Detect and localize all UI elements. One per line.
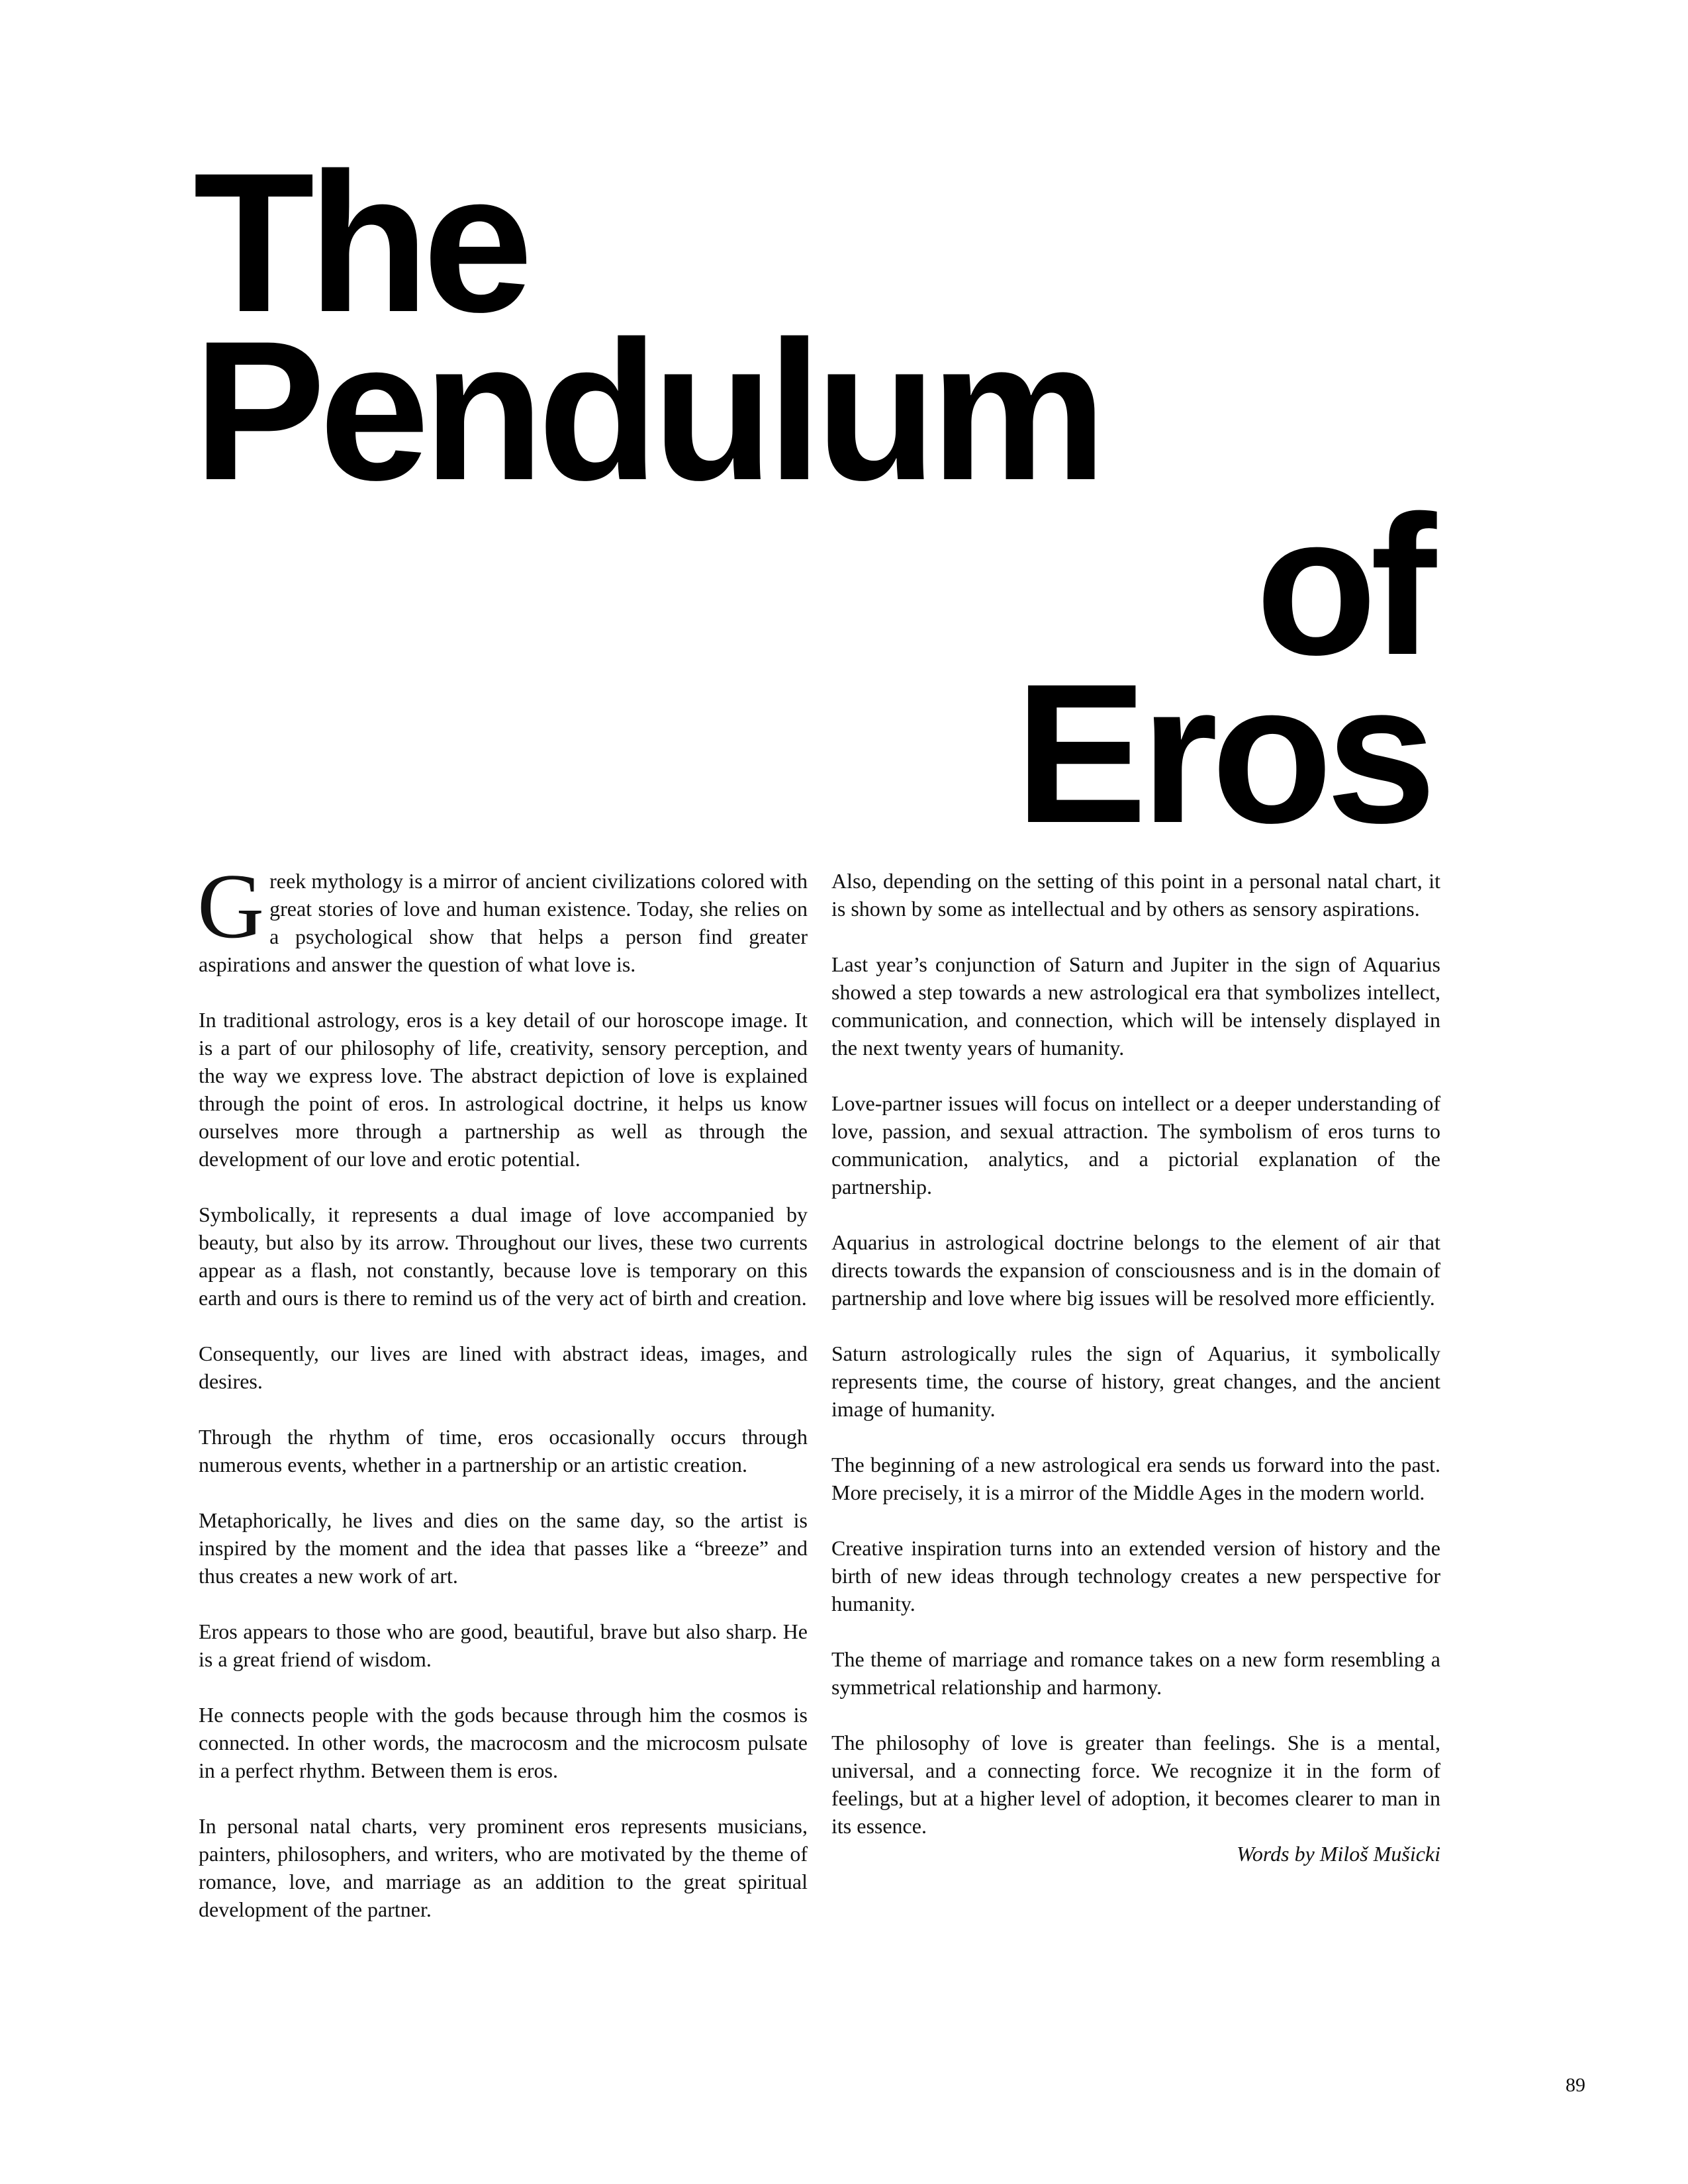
article-paragraph: Through the rhythm of time, eros occasionally occurs through numerous events, whether in a partnership or an artistic creation.	[199, 1425, 808, 1477]
title-line-the: The	[193, 131, 527, 353]
article-paragraph: The philosophy of love is greater than feelings. She is a mental, universal, and a connecting force. We recognize it in the form of feelings, but at a higher level of adoption, it becomes clearer to man in its essence.	[831, 1731, 1440, 1838]
page-number: 89	[1566, 2074, 1585, 2096]
title-line-of: of	[1255, 474, 1430, 696]
article-paragraph: In personal natal charts, very prominent eros represents musicians, painters, philosophers, and writers, who are motivated by the theme of romance, love, and marriage as an addition to the great spiritual development of the partner.	[199, 1814, 808, 1921]
article-paragraph: Consequently, our lives are lined with abstract ideas, images, and desires.	[199, 1342, 808, 1393]
title-line-eros: Eros	[1015, 642, 1430, 864]
title-line-pendulum: Pendulum	[193, 299, 1101, 522]
article-paragraph: Metaphorically, he lives and dies on the same day, so the artist is inspired by the moment and the idea that passes like a “breeze” and thus creates a new work of art.	[199, 1508, 808, 1588]
drop-cap: G	[197, 855, 265, 958]
article-paragraph: Eros appears to those who are good, beautiful, brave but also sharp. He is a great friend of wisdom.	[199, 1619, 808, 1671]
article-paragraph: Creative inspiration turns into an extended version of history and the birth of new ideas through technology creates a new perspective for humanity.	[831, 1536, 1440, 1615]
article-right-column	[831, 867, 1440, 1868]
article-paragraph: Love-partner issues will focus on intellect or a deeper understanding of love, passion, and sexual attraction. The symbolism of eros turns to communication, analytics, and a pictorial explanation of the partnership.	[831, 1091, 1440, 1199]
article-paragraph: Aquarius in astrological doctrine belongs to the element of air that directs towards the expansion of consciousness and is in the domain of partnership and love where big issues will be resolved more efficiently.	[831, 1230, 1440, 1310]
article-paragraph	[197, 855, 808, 978]
article-paragraph: Last year’s conjunction of Saturn and Jupiter in the sign of Aquarius showed a step towards a new astrological era that symbolizes intellect, communication, and connection, which will be intensely displayed in the next twenty years of humanity.	[831, 952, 1440, 1060]
article-paragraph: In traditional astrology, eros is a key detail of our horoscope image. It is a part of our philosophy of life, creativity, sensory perception, and the way we express love. The abstract depiction of love is explained through the point of eros. In astrological doctrine, it helps us know ourselves more through a partnership as well as through the development of our love and erotic potential.	[199, 1008, 808, 1171]
article-paragraph: Symbolically, it represents a dual image of love accompanied by beauty, but also by its arrow. Throughout our lives, these two currents appear as a flash, not constantly, because love is temporary on this earth and ours is there to remind us of the very act of birth and creation.	[199, 1203, 808, 1310]
article-paragraph: Saturn astrologically rules the sign of Aquarius, it symbolically represents time, the course of history, great changes, and the ancient image of humanity.	[831, 1342, 1440, 1421]
author-byline: Words by Miloš Mušicki	[1237, 1842, 1440, 1866]
paragraph-text: reek mythology is a mirror of ancient civilizations colored with great stories of love and human existence. Today, she relies on a psychological show that helps a person find greater aspirations and answer the question of what love is.	[199, 869, 808, 976]
article-paragraph: The beginning of a new astrological era sends us forward into the past. More precisely, it is a mirror of the Middle Ages in the modern world.	[831, 1453, 1440, 1504]
article-paragraph: He connects people with the gods because through him the cosmos is connected. In other words, the macrocosm and the microcosm pulsate in a perfect rhythm. Between them is eros.	[199, 1703, 808, 1782]
article-paragraph: Also, depending on the setting of this point in a personal natal chart, it is shown by some as intellectual and by others as sensory aspirations.	[831, 869, 1440, 921]
article-paragraph: The theme of marriage and romance takes on a new form resembling a symmetrical relationship and harmony.	[831, 1647, 1440, 1699]
article-left-column	[197, 855, 808, 1951]
